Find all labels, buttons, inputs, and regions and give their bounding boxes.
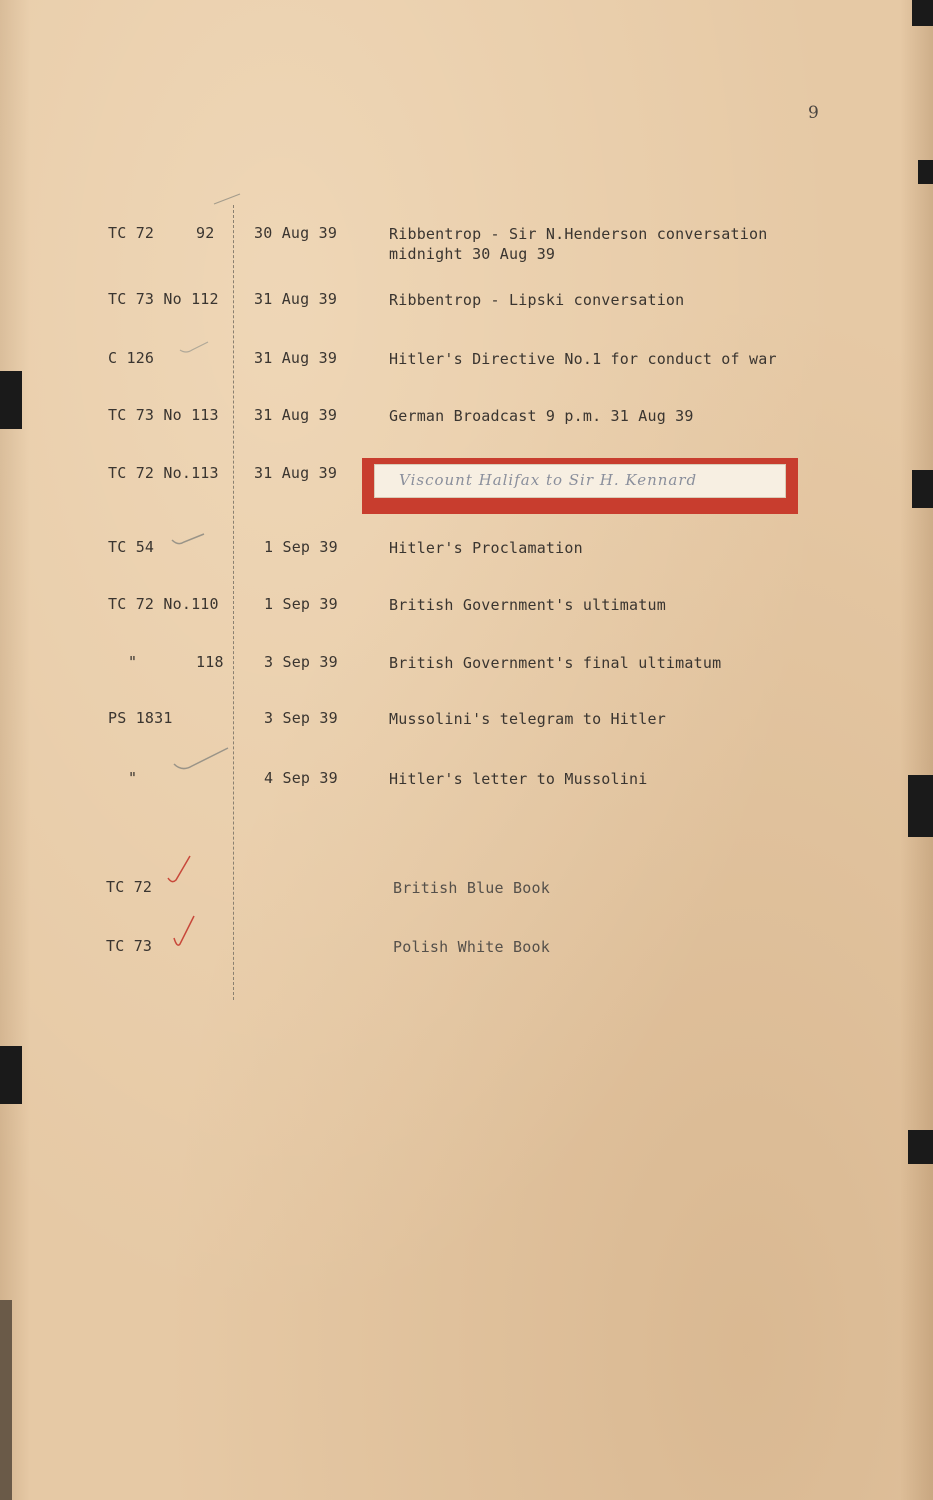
entry-description: British Government's ultimatum bbox=[389, 596, 666, 614]
entry-date: 3 Sep 39 bbox=[264, 653, 338, 671]
entry-date: 4 Sep 39 bbox=[264, 769, 338, 787]
right-edge-mark bbox=[918, 160, 933, 184]
source-ref: TC 72 bbox=[106, 878, 153, 896]
source-title: British Blue Book bbox=[393, 879, 550, 897]
page-number: 9 bbox=[808, 103, 819, 123]
pencil-check-icon bbox=[168, 530, 208, 550]
entry-ref: TC 73 No 113 bbox=[108, 406, 219, 424]
entry-description: Ribbentrop - Lipski conversation bbox=[389, 291, 685, 309]
entry-date: 31 Aug 39 bbox=[254, 464, 338, 482]
entry-ref: TC 54 bbox=[108, 538, 155, 556]
red-check-icon bbox=[166, 852, 194, 888]
entry-ref: PS 1831 bbox=[108, 709, 173, 727]
pencil-check-icon bbox=[170, 742, 232, 774]
entry-date: 31 Aug 39 bbox=[254, 406, 338, 424]
entry-description: German Broadcast 9 p.m. 31 Aug 39 bbox=[389, 407, 694, 425]
pencil-check-icon bbox=[210, 190, 244, 210]
entry-date: 31 Aug 39 bbox=[254, 290, 338, 308]
pencil-check-icon bbox=[176, 336, 212, 356]
entry-date: 1 Sep 39 bbox=[264, 595, 338, 613]
handwritten-label: Viscount Halifax to Sir H. Kennard bbox=[399, 471, 698, 489]
entry-ref: TC 72 bbox=[108, 224, 155, 242]
entry-description: Ribbentrop - Sir N.Henderson conversation midnight 30 Aug 39 bbox=[389, 225, 768, 263]
left-edge-mark bbox=[0, 1046, 22, 1104]
handwritten-label-strip bbox=[374, 464, 786, 498]
entry-description: Hitler's Proclamation bbox=[389, 539, 583, 557]
entry-description: Mussolini's telegram to Hitler bbox=[389, 710, 666, 728]
entry-ref: TC 72 No.113 bbox=[108, 464, 219, 482]
source-ref: TC 73 bbox=[106, 937, 153, 955]
right-edge-mark bbox=[912, 0, 933, 26]
source-title: Polish White Book bbox=[393, 938, 550, 956]
redaction-label-block bbox=[362, 458, 798, 514]
entry-ref: TC 72 No.110 bbox=[108, 595, 219, 613]
entry-date: 1 Sep 39 bbox=[264, 538, 338, 556]
entry-ref: " bbox=[128, 769, 138, 787]
right-edge-mark bbox=[912, 470, 933, 508]
entry-ref: C 126 bbox=[108, 349, 155, 367]
entry-ref-number: 92 bbox=[196, 224, 215, 242]
left-edge-mark bbox=[0, 1300, 12, 1500]
right-edge-mark bbox=[908, 775, 933, 837]
red-check-icon bbox=[170, 914, 198, 952]
entry-ref: " bbox=[128, 653, 138, 671]
entry-date: 31 Aug 39 bbox=[254, 349, 338, 367]
right-edge-mark bbox=[908, 1130, 933, 1164]
left-edge-mark bbox=[0, 371, 22, 429]
entry-description: British Government's final ultimatum bbox=[389, 654, 722, 672]
entry-description: Hitler's letter to Mussolini bbox=[389, 770, 648, 788]
entry-description: Hitler's Directive No.1 for conduct of war bbox=[389, 350, 777, 368]
entry-date: 30 Aug 39 bbox=[254, 224, 338, 242]
column-divider bbox=[233, 205, 234, 1000]
entry-ref: TC 73 No 112 bbox=[108, 290, 219, 308]
entry-date: 3 Sep 39 bbox=[264, 709, 338, 727]
entry-ref-number: 118 bbox=[196, 653, 224, 671]
